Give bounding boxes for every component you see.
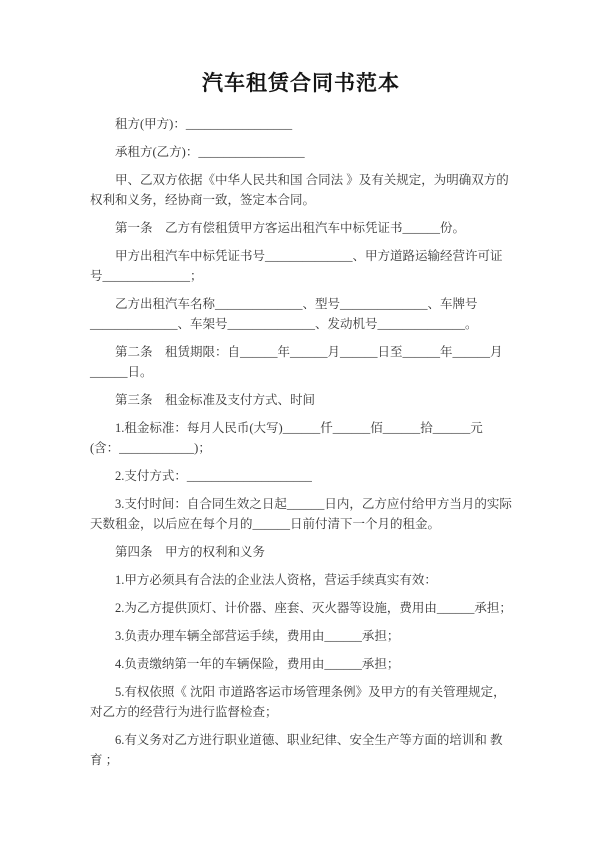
clause-4-item-2: 2.为乙方提供顶灯、计价器、座套、灭火器等设施，费用由______承担； <box>115 601 512 615</box>
clause-4-heading: 第四条 甲方的权利和义务 <box>115 545 266 559</box>
clause-4-item-5: 5.有权依照《 沈阳 市道路客运市场管理条例》及甲方的有关管理规定，对乙方的经营行为进行监督检查； <box>90 685 506 719</box>
certificate-numbers-line: 甲方出租汽车中标凭证书号______________、甲方道路运输经营许可证号______________； <box>90 249 503 283</box>
clause-3-heading: 第三条 租金标准及支付方式、时间 <box>115 393 316 407</box>
party-b-line: 承租方(乙方)：_________________ <box>115 145 305 159</box>
clause-4-item-4: 4.负责缴纳第一年的车辆保险，费用由______承担； <box>115 657 400 671</box>
document-title: 汽车租赁合同书范本 <box>202 71 400 95</box>
party-a-line: 租方(甲方)：_________________ <box>115 117 293 131</box>
vehicle-info-line: 乙方出租汽车名称______________、型号______________、车牌号______________、车架号______________、发动机号______________。 <box>90 297 478 331</box>
clause-2-lease-term: 第二条 租赁期限：自______年______月______日至______年______月______日。 <box>90 345 503 379</box>
preamble: 甲、乙双方依据《中华人民共和国 合同法 》及有关规定，为明确双方的权利和义务，经协商一致，签定本合同。 <box>90 173 509 207</box>
document-body <box>90 114 512 770</box>
clause-4-item-6: 6.有义务对乙方进行职业道德、职业纪律、安全生产等方面的培训和 教育 ； <box>90 733 503 767</box>
clause-3-item-rent-standard: 1.租金标准：每月人民币(大写)______仟______佰______拾______元 (含：____________)； <box>90 421 483 455</box>
clause-3-item-payment-time: 3.支付时间：自合同生效之日起______日内，乙方应付给甲方当月的实际天数租金，以后应在每个月的______日前付清下一个月的租金。 <box>90 497 512 531</box>
clause-4-item-3: 3.负责办理车辆全部营运手续，费用由______承担； <box>115 629 400 643</box>
clause-3-item-payment-method: 2.支付方式：____________________ <box>115 469 312 483</box>
clause-4-item-1: 1.甲方必须具有合法的企业法人资格，营运手续真实有效： <box>115 573 437 587</box>
clause-1: 第一条 乙方有偿租赁甲方客运出租汽车中标凭证书______份。 <box>115 221 466 235</box>
